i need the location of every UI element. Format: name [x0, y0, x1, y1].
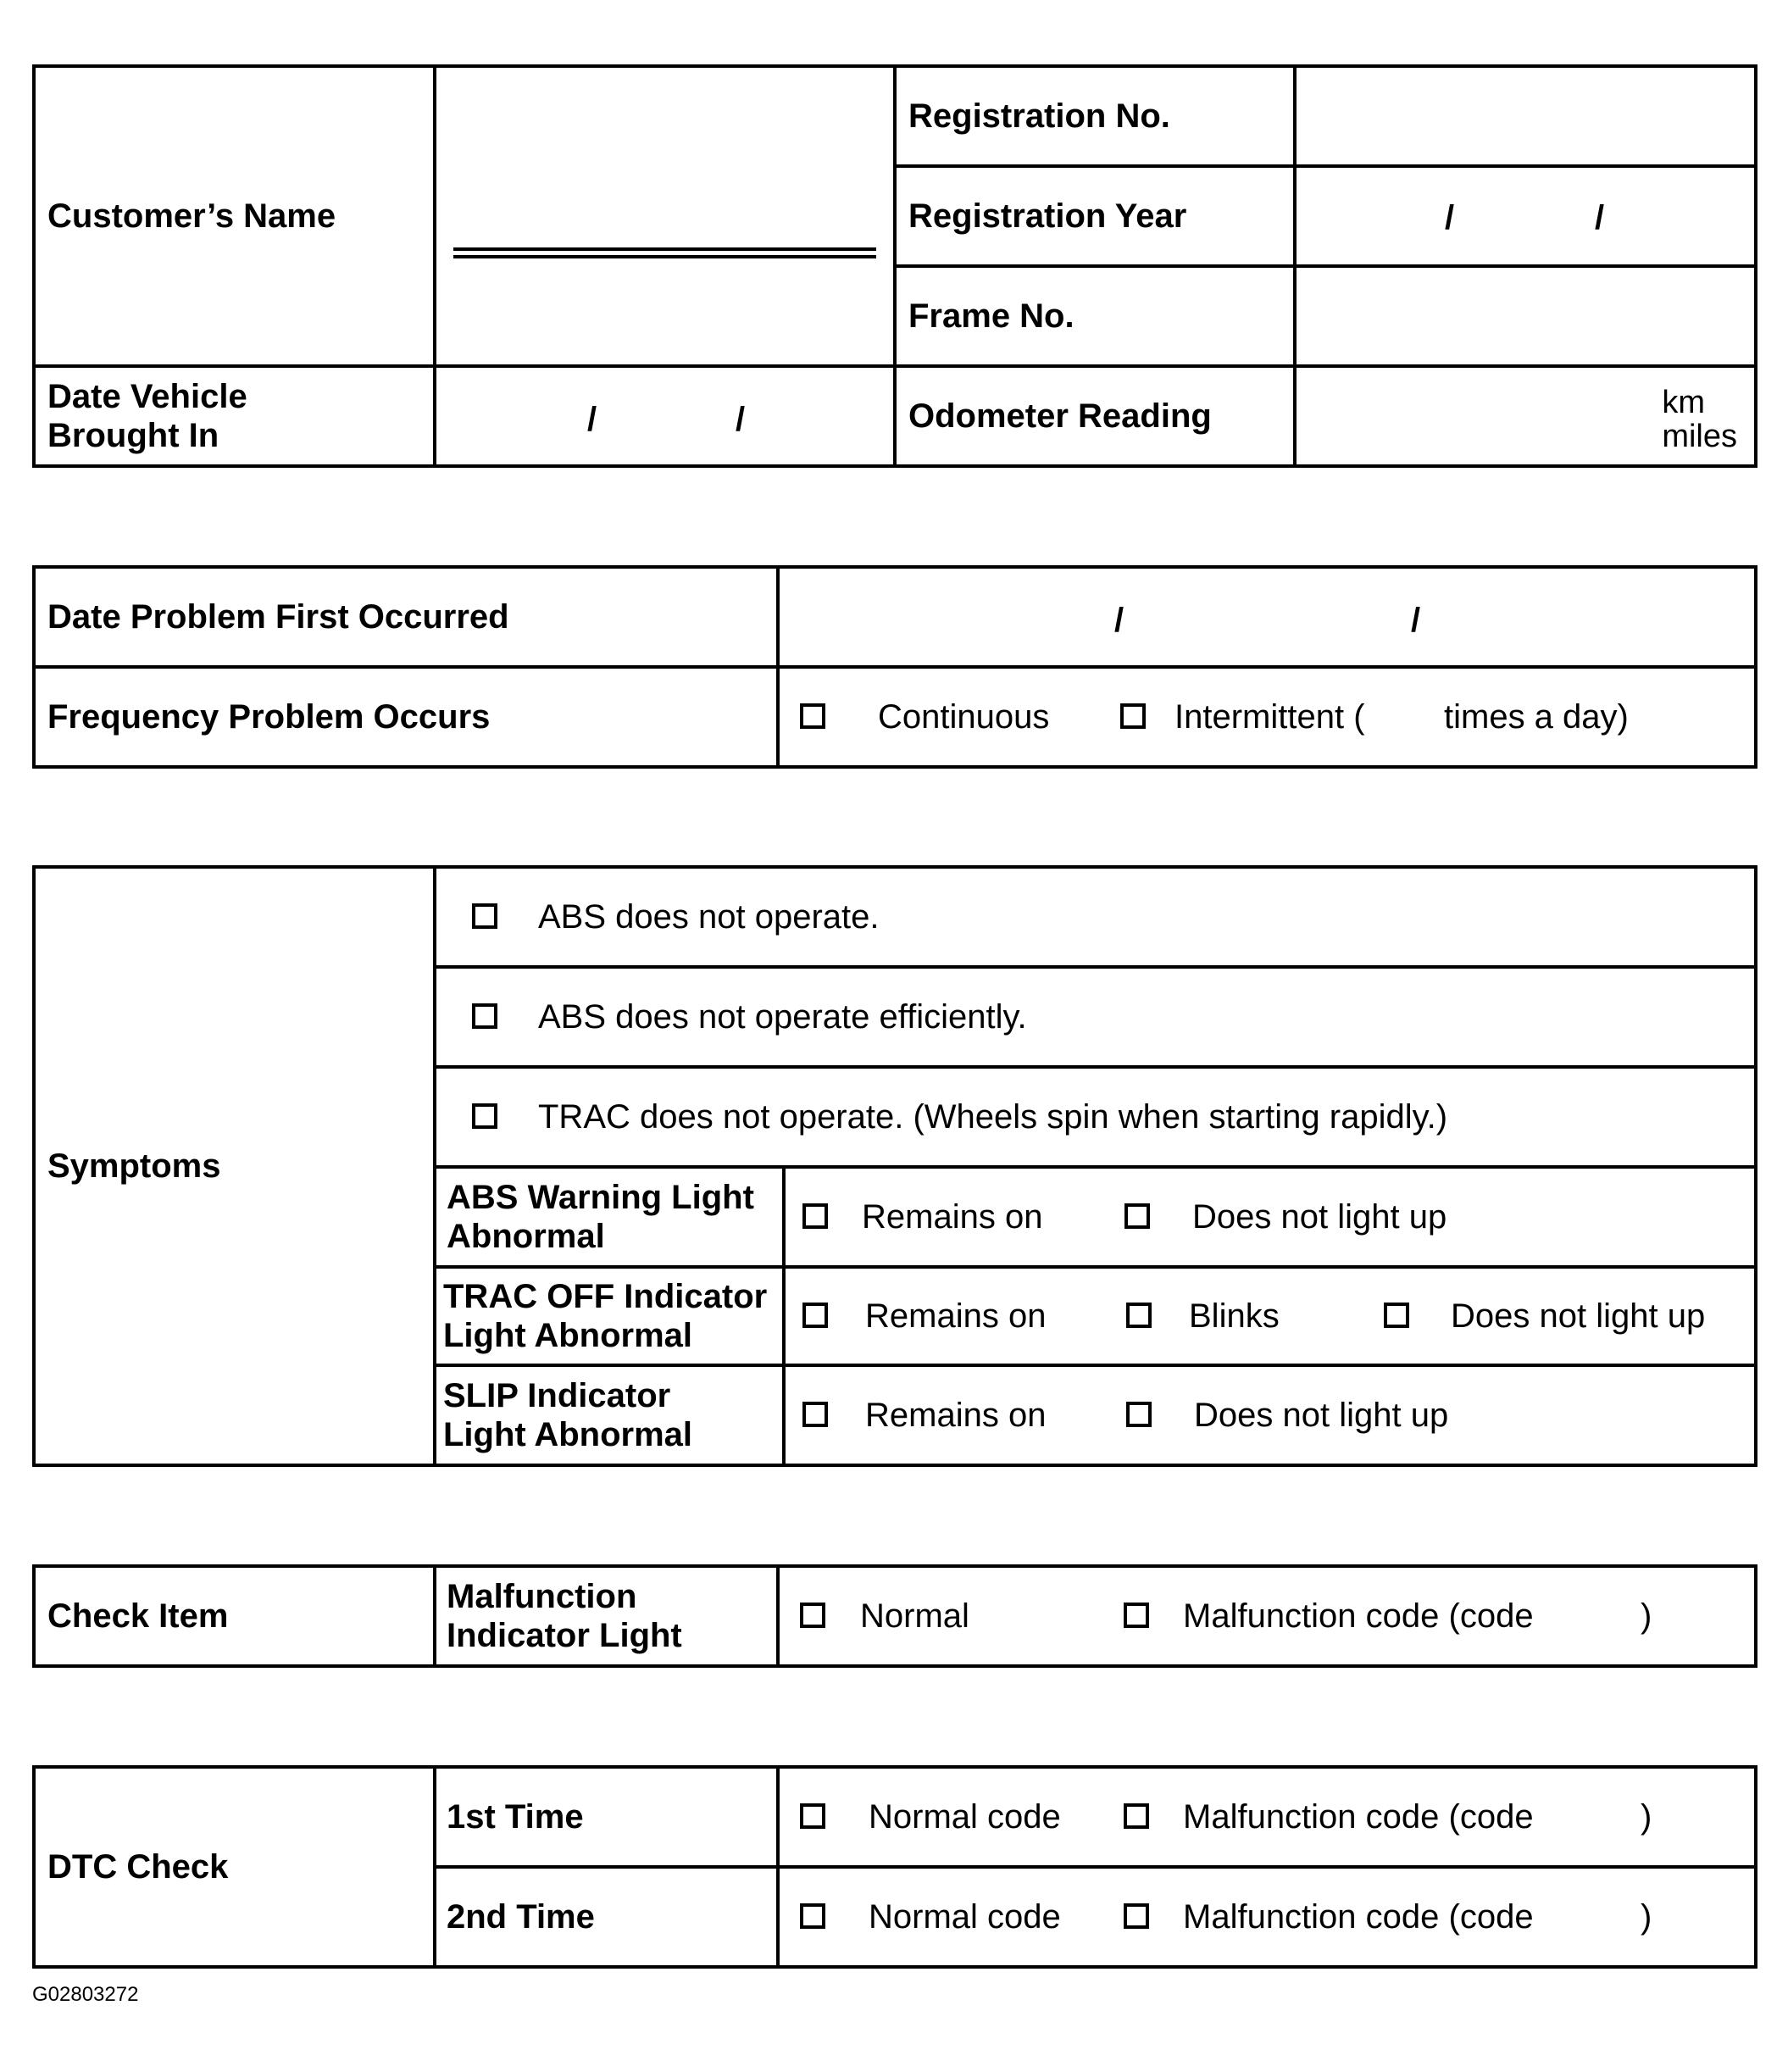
dtc-check-label: DTC Check [34, 1767, 435, 1967]
label-line: SLIP Indicator [443, 1377, 671, 1414]
checkbox[interactable] [802, 1303, 828, 1328]
symptom-text: ABS does not operate. [538, 898, 880, 936]
checkbox[interactable] [1124, 1603, 1149, 1628]
checkbox[interactable] [1120, 703, 1146, 729]
symptom-row [435, 867, 1756, 967]
symptoms-label: Symptoms [34, 867, 435, 1465]
date-problem-field[interactable] [778, 567, 1756, 667]
registration-no-field[interactable] [1295, 66, 1756, 166]
symptom-text: ABS does not operate efficiently. [538, 998, 1027, 1036]
customer-name-label: Customer’s Name [34, 66, 435, 366]
continuous-option[interactable] [800, 697, 829, 736]
label-line: Light Abnormal [443, 1317, 693, 1354]
dtc-first-options [778, 1767, 1756, 1867]
symptoms-table [32, 865, 1757, 1467]
checkbox[interactable] [802, 1402, 828, 1427]
slip-indicator-label [435, 1365, 784, 1465]
label-line: Malfunction [447, 1578, 637, 1615]
checkbox-wrap[interactable] [1384, 1297, 1413, 1336]
date-slash: / [587, 401, 597, 438]
registration-no-label: Registration No. [895, 66, 1295, 166]
checkbox[interactable] [802, 1203, 828, 1229]
date-slash: / [1595, 199, 1605, 236]
normal-code-label: Normal code [869, 1798, 1061, 1836]
figure-code: G02803272 [32, 1983, 139, 2006]
checkbox[interactable] [472, 1003, 497, 1029]
date-slash: / [1114, 602, 1124, 639]
checkbox[interactable] [1124, 1903, 1149, 1929]
checkbox[interactable] [1124, 1203, 1150, 1229]
registration-year-field[interactable] [1295, 166, 1756, 266]
option-label: Remains on [865, 1297, 1047, 1335]
checkbox-wrap[interactable] [472, 997, 501, 1036]
frame-no-label: Frame No. [895, 266, 1295, 366]
dtc-second-time-label: 2nd Time [435, 1867, 778, 1967]
checkbox-wrap[interactable] [802, 1297, 831, 1336]
unit-miles: miles [1662, 418, 1737, 454]
malfunction-label: Malfunction code (code [1183, 1597, 1534, 1635]
odometer-label: Odometer Reading [895, 366, 1295, 466]
symptom-text: TRAC does not operate. (Wheels spin when starting rapidly.) [538, 1098, 1448, 1136]
vehicle-info-table [32, 64, 1757, 468]
dtc-first-time-label: 1st Time [435, 1767, 778, 1867]
times-a-day-label: times a day) [1444, 698, 1629, 736]
checkbox-wrap[interactable] [1124, 1197, 1153, 1236]
date-vehicle-field[interactable] [435, 366, 895, 466]
option-label: Does not light up [1192, 1198, 1447, 1236]
label-line: Date Vehicle [47, 378, 247, 415]
label-line: ABS Warning Light [447, 1179, 754, 1216]
checkbox[interactable] [472, 1103, 497, 1129]
continuous-label: Continuous [878, 698, 1050, 736]
close-paren: ) [1641, 1798, 1652, 1836]
checkbox-wrap[interactable] [800, 1797, 829, 1836]
normal-code-label: Normal code [869, 1898, 1061, 1936]
symptom-row [435, 1067, 1756, 1167]
abs-light-options [784, 1167, 1756, 1267]
date-problem-first-occurred-label: Date Problem First Occurred [34, 567, 778, 667]
checkbox[interactable] [800, 1603, 825, 1628]
option-label: Blinks [1189, 1297, 1280, 1335]
malfunction-label: Malfunction code (code [1183, 1898, 1534, 1936]
checkbox-wrap[interactable] [1126, 1297, 1155, 1336]
trac-off-indicator-label [435, 1267, 784, 1365]
label-line: TRAC OFF Indicator [443, 1278, 768, 1315]
checkbox-wrap[interactable] [1124, 1897, 1152, 1936]
date-slash: / [736, 401, 746, 438]
checkbox-wrap[interactable] [802, 1396, 831, 1435]
intermittent-option[interactable] [1120, 697, 1149, 736]
malfunction-indicator-light-label [435, 1566, 778, 1666]
problem-table [32, 565, 1757, 769]
checkbox[interactable] [800, 1903, 825, 1929]
option-label: Does not light up [1451, 1297, 1706, 1335]
checkbox[interactable] [1384, 1303, 1409, 1328]
frequency-options [778, 667, 1756, 767]
checkbox-wrap[interactable] [1124, 1797, 1152, 1836]
checkbox[interactable] [800, 703, 825, 729]
checkbox-wrap[interactable] [800, 1897, 829, 1936]
trac-light-options [784, 1267, 1756, 1365]
unit-km: km [1662, 385, 1705, 420]
odometer-units [1662, 386, 1737, 454]
option-label: Does not light up [1194, 1397, 1449, 1434]
malfunction-label: Malfunction code (code [1183, 1798, 1534, 1836]
checkbox[interactable] [800, 1803, 825, 1829]
dtc-check-table [32, 1765, 1757, 1969]
customer-name-field[interactable] [435, 66, 895, 366]
slip-light-options [784, 1365, 1756, 1465]
date-vehicle-brought-in-label [34, 366, 435, 466]
date-slash: / [1445, 199, 1455, 236]
checkbox[interactable] [1126, 1402, 1152, 1427]
close-paren: ) [1641, 1898, 1652, 1936]
odometer-field[interactable] [1295, 366, 1756, 466]
check-item-label: Check Item [34, 1566, 435, 1666]
checkbox-wrap[interactable] [472, 897, 501, 936]
label-line: Light Abnormal [443, 1416, 693, 1453]
checkbox-wrap[interactable] [1124, 1597, 1152, 1636]
double-underline [453, 247, 876, 258]
option-label: Remains on [862, 1198, 1043, 1236]
dtc-second-options [778, 1867, 1756, 1967]
check-item-options [778, 1566, 1756, 1666]
checkbox[interactable] [1126, 1303, 1152, 1328]
checkbox[interactable] [472, 903, 497, 929]
checkbox-wrap[interactable] [800, 1597, 829, 1636]
option-label: Remains on [865, 1397, 1047, 1434]
symptom-row [435, 967, 1756, 1067]
checkbox-wrap[interactable] [802, 1197, 831, 1236]
normal-label: Normal [860, 1597, 969, 1635]
label-line: Abnormal [447, 1218, 605, 1255]
frequency-label: Frequency Problem Occurs [34, 667, 778, 767]
label-line: Brought In [47, 417, 219, 454]
registration-year-label: Registration Year [895, 166, 1295, 266]
abs-warning-light-label [435, 1167, 784, 1267]
check-item-table [32, 1564, 1757, 1668]
date-slash: / [1411, 602, 1421, 639]
checkbox-wrap[interactable] [472, 1097, 501, 1136]
checkbox-wrap[interactable] [1126, 1396, 1155, 1435]
intermittent-label: Intermittent ( [1174, 698, 1365, 736]
frame-no-field[interactable] [1295, 266, 1756, 366]
label-line: Indicator Light [447, 1617, 682, 1654]
close-paren: ) [1641, 1597, 1652, 1635]
checkbox[interactable] [1124, 1803, 1149, 1829]
